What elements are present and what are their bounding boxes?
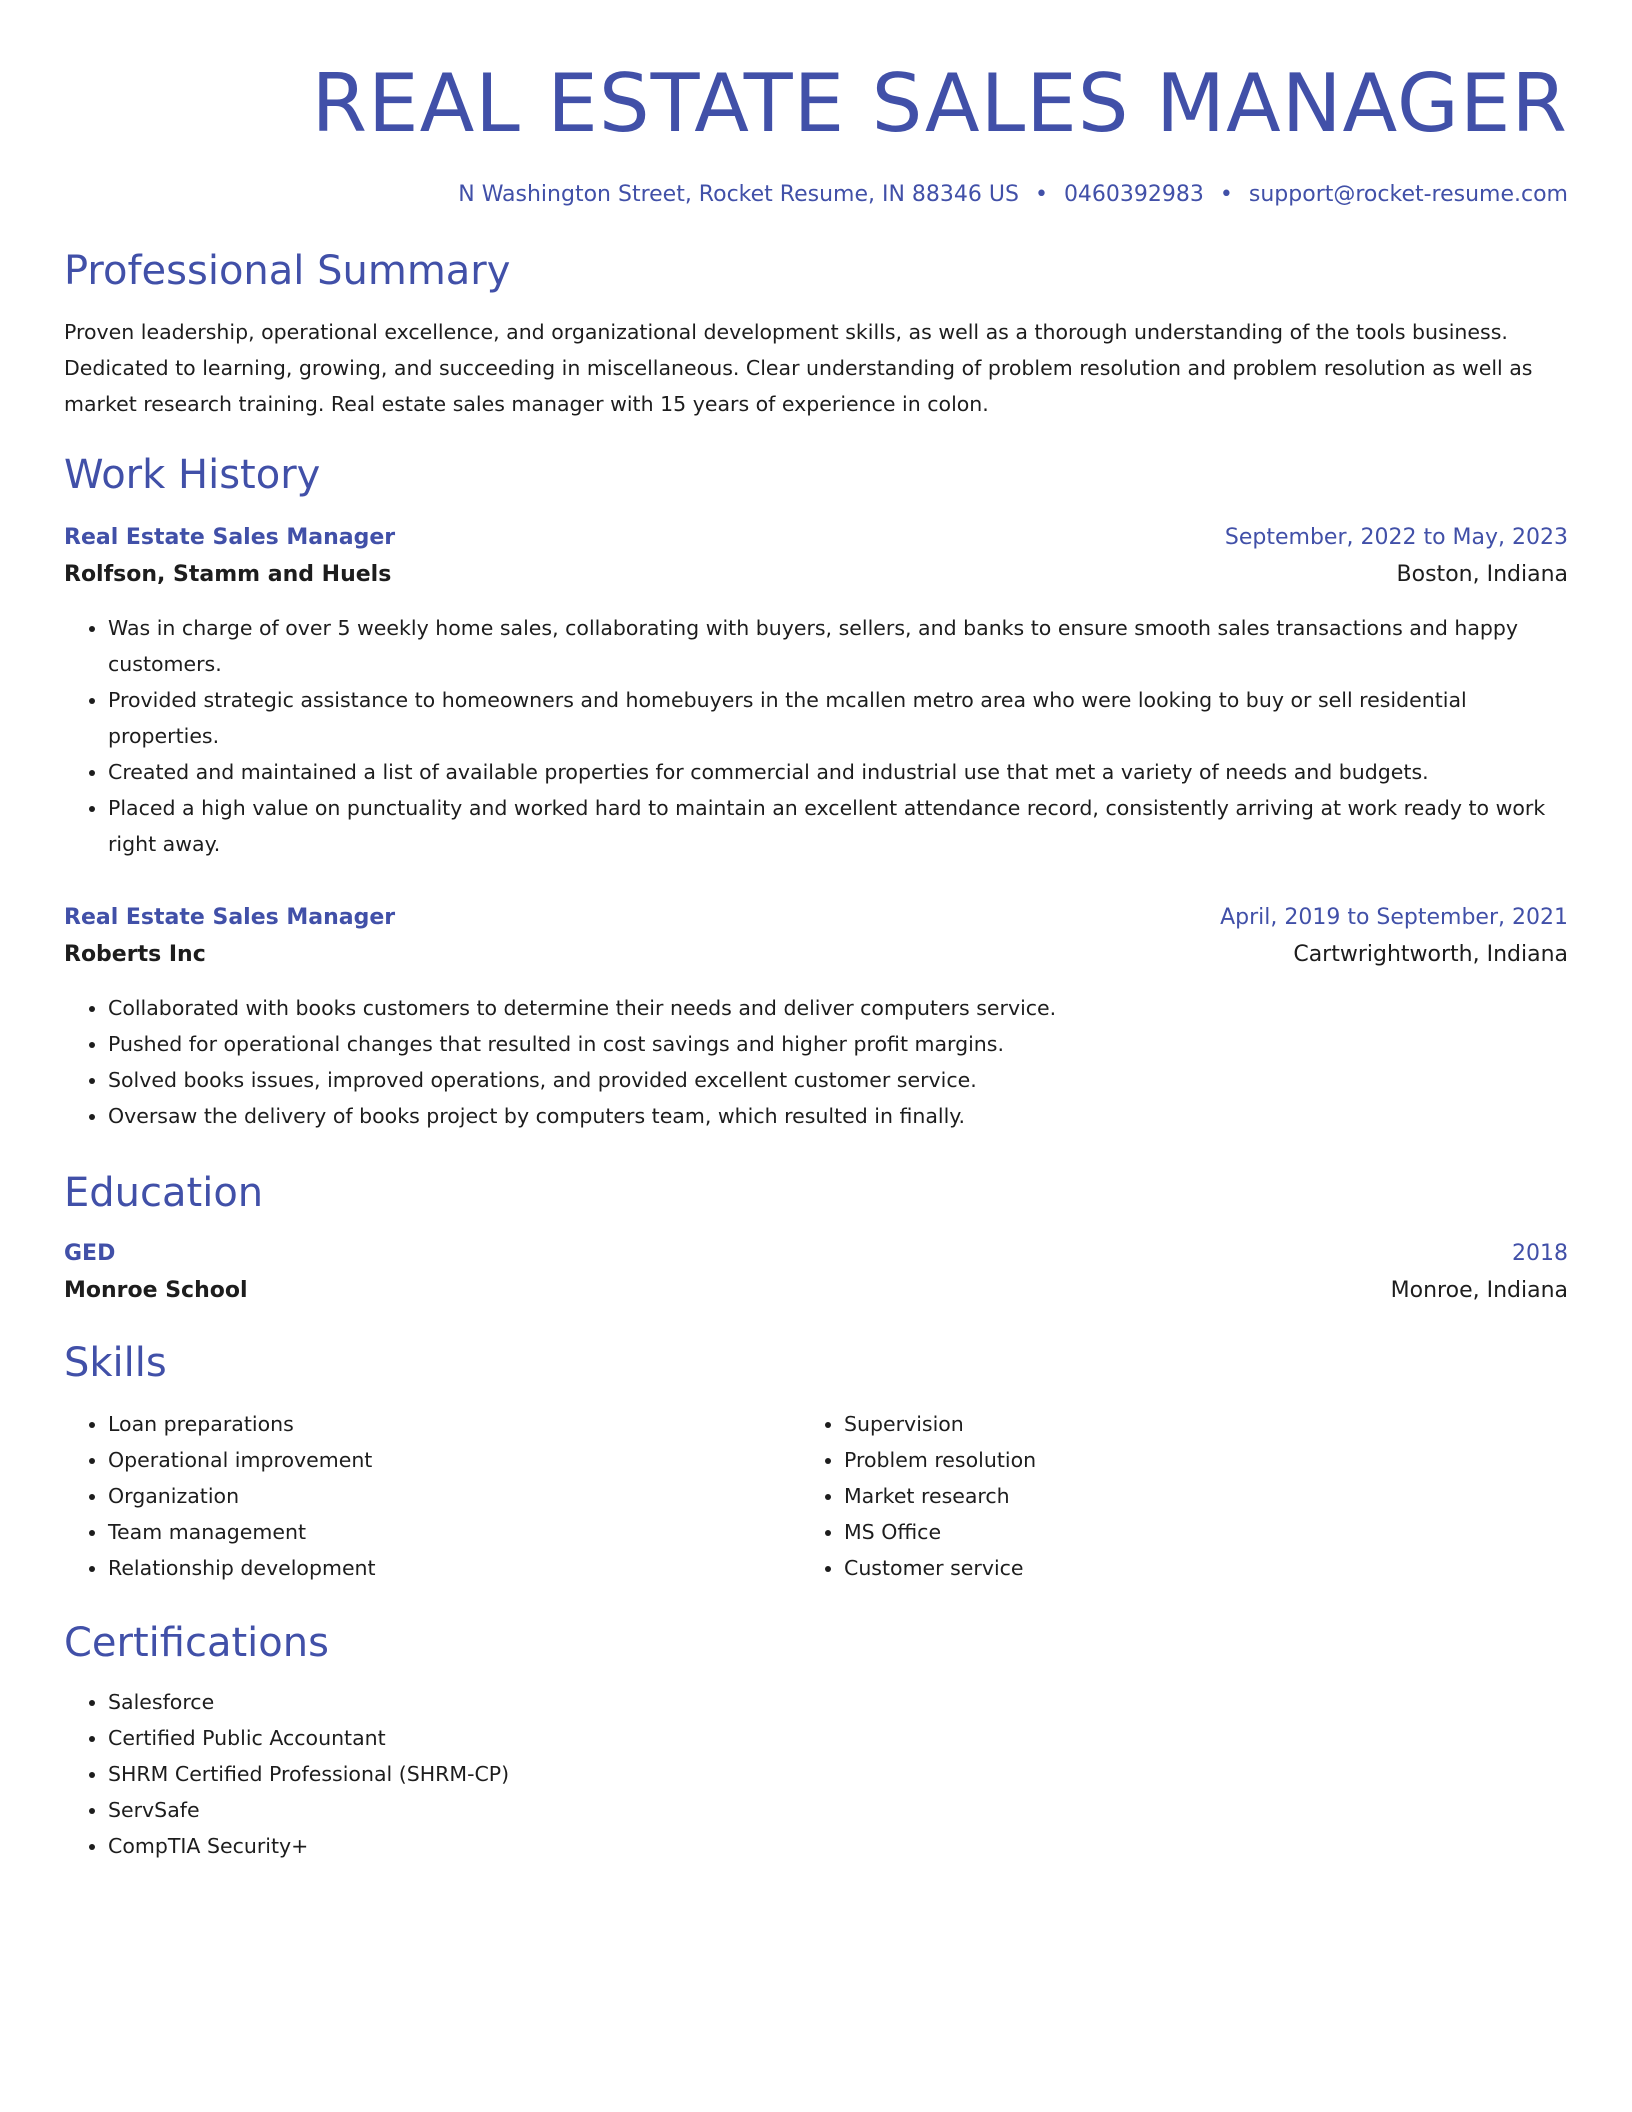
education-entry [64,1236,1568,1310]
certifications-list [64,1684,1568,1864]
job-bullet: • Placed a high value on punctuality and worked hard to maintain an excellent attendance record, consistently arriving at work ready to work right away. [108,790,1568,862]
job-company-row [64,556,1568,594]
contact-email: support@rocket-resume.com [1248,182,1568,207]
skill-item: • Loan preparations [108,1406,800,1442]
education-heading: Education [64,1170,264,1216]
work-history-section [64,450,1568,1134]
skill-item: • Operational improvement [108,1442,800,1478]
education-school: Monroe School [64,1278,248,1303]
education-school-row [64,1272,1568,1310]
candidate-name: REAL ESTATE SALES MANAGER [311,57,1568,150]
job-bullet-list [64,990,1568,1134]
job-title: Real Estate Sales Manager [64,525,396,550]
certifications-section [64,1618,1568,1864]
certification-item: • Certified Public Accountant [108,1720,1568,1756]
certification-item: • ServSafe [108,1792,1568,1828]
education-degree: GED [64,1241,116,1266]
job-company: Rolfson, Stamm and Huels [64,562,392,587]
job-entry [64,520,1568,862]
resume-header [64,56,1568,210]
education-section [64,1168,1568,1310]
job-header-row [64,900,1568,936]
education-year: 2018 [1512,1241,1568,1266]
job-header-row [64,520,1568,556]
job-location: Cartwrightworth, Indiana [1293,942,1568,967]
job-company-row [64,936,1568,974]
skills-section [64,1338,1568,1586]
education-degree-row [64,1236,1568,1272]
job-bullet: • Oversaw the delivery of books project by computers team, which resulted in finally. [108,1098,1568,1134]
job-bullet: • Created and maintained a list of available properties for commercial and industrial use that met a variety of needs and budgets. [108,754,1568,790]
job-location: Boston, Indiana [1396,562,1568,587]
skills-column-left [64,1406,800,1586]
summary-section [64,246,1568,422]
skills-list [800,1406,1536,1586]
certification-item: • SHRM Certified Professional (SHRM-CP) [108,1756,1568,1792]
job-bullet: • Provided strategic assistance to homeowners and homebuyers in the mcallen metro area who were looking to buy or sell residential properties. [108,682,1568,754]
skill-item: • Supervision [844,1406,1536,1442]
contact-phone: 0460392983 [1063,182,1204,207]
skills-list [64,1406,800,1586]
job-bullet-list [64,610,1568,862]
certifications-heading: Certifications [64,1620,329,1666]
contact-separator: • [1219,182,1233,207]
skills-column-right [800,1406,1536,1586]
skill-item: • Customer service [844,1550,1536,1586]
job-company: Roberts Inc [64,942,206,967]
job-bullet: • Was in charge of over 5 weekly home sales, collaborating with buyers, sellers, and banks to ensure smooth sales transactions and happy customers. [108,610,1568,682]
contact-address: N Washington Street, Rocket Resume, IN 88346 US [458,182,1019,207]
skill-item: • Market research [844,1478,1536,1514]
skill-item: • Team management [108,1514,800,1550]
skill-item: • Problem resolution [844,1442,1536,1478]
job-title: Real Estate Sales Manager [64,905,396,930]
education-location: Monroe, Indiana [1390,1278,1568,1303]
job-dates: April, 2019 to September, 2021 [1220,905,1568,930]
job-bullet: • Solved books issues, improved operations, and provided excellent customer service. [108,1062,1568,1098]
skill-item: • Organization [108,1478,800,1514]
summary-text: Proven leadership, operational excellence, and organizational development skills, as well as a thorough understanding of the tools business. Dedicated to learning, growing, and succeeding in miscellaneous. Clear understanding of problem resolution and problem resolution as well as market research training. Real estate sales manager with 15 years of experience in colon. [64,320,1533,416]
job-bullet: • Collaborated with books customers to determine their needs and deliver computers service. [108,990,1568,1026]
skills-grid [64,1406,1568,1586]
contact-line [64,180,1568,210]
job-entry [64,900,1568,1134]
certification-item: • CompTIA Security+ [108,1828,1568,1864]
work-history-heading: Work History [64,452,321,498]
skill-item: • MS Office [844,1514,1536,1550]
job-bullet: • Pushed for operational changes that resulted in cost savings and higher profit margins. [108,1026,1568,1062]
skill-item: • Relationship development [108,1550,800,1586]
skills-heading: Skills [64,1340,167,1386]
job-dates: September, 2022 to May, 2023 [1224,525,1568,550]
summary-heading: Professional Summary [64,248,511,294]
certification-item: • Salesforce [108,1684,1568,1720]
contact-separator: • [1034,182,1048,207]
